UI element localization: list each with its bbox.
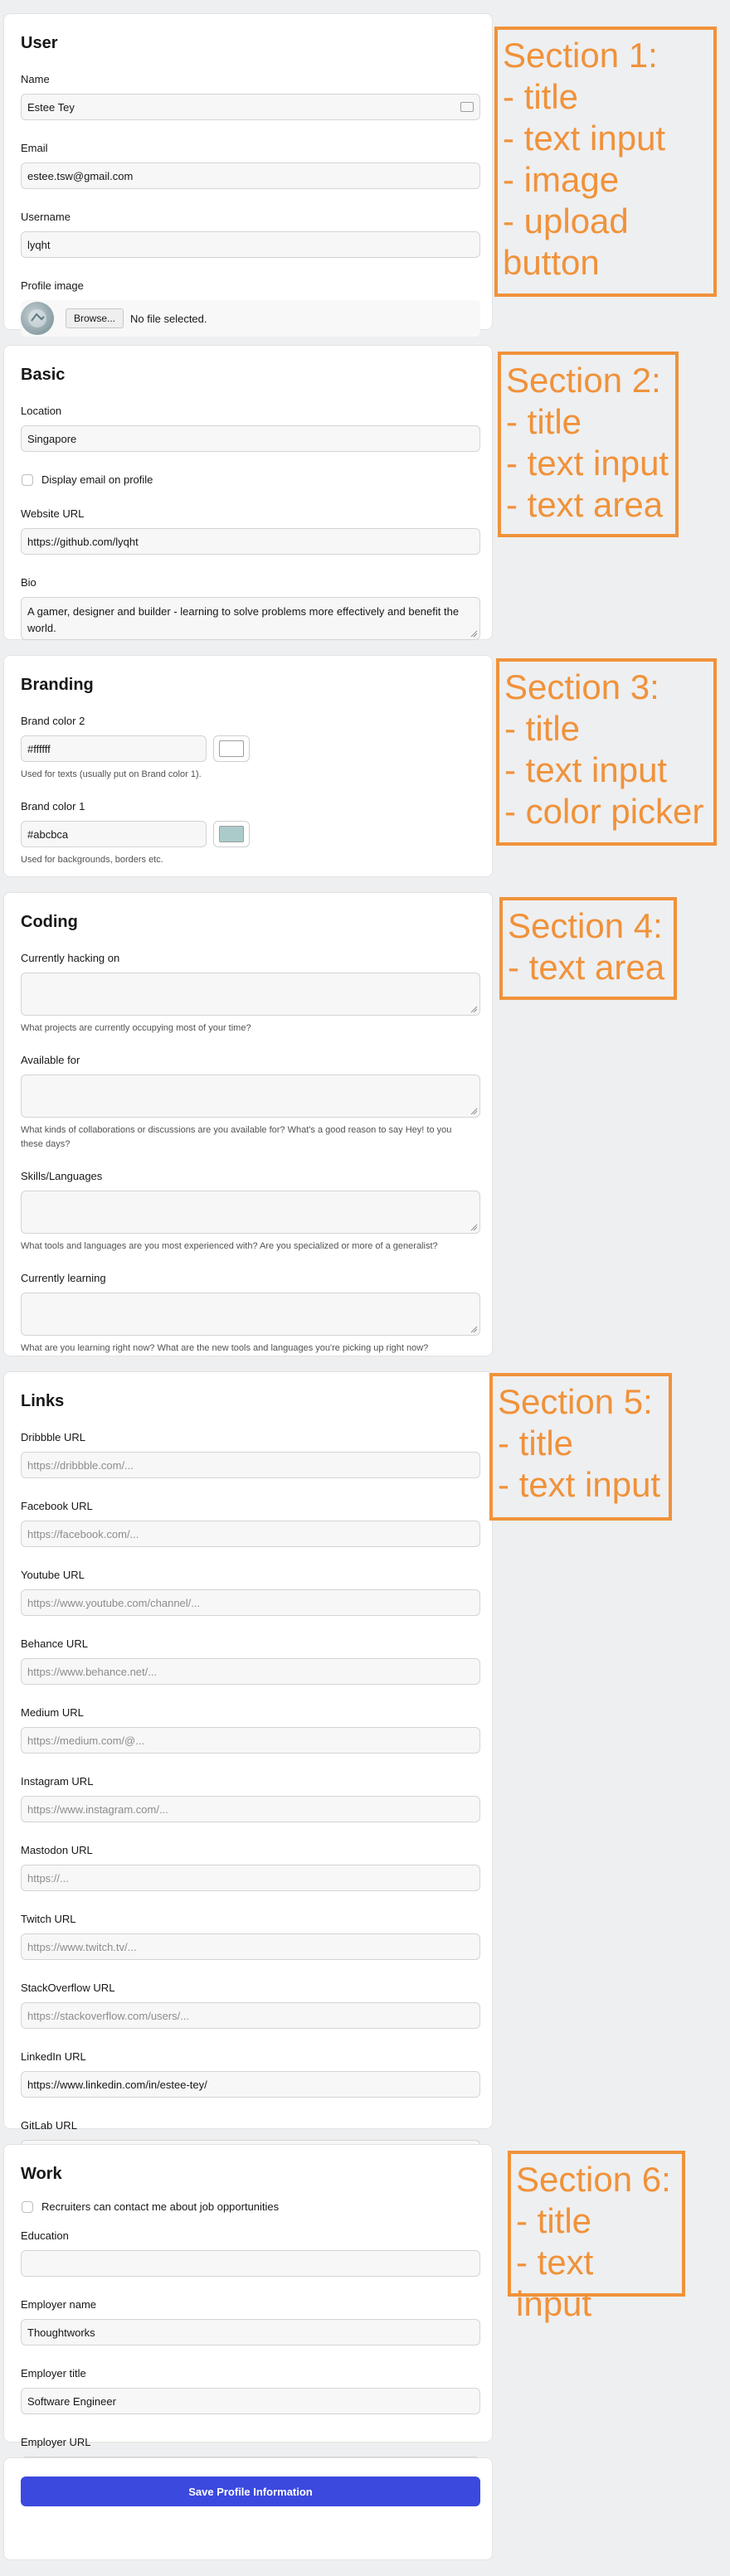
browse-button[interactable]: Browse... <box>66 308 124 328</box>
name-label: Name <box>21 73 50 85</box>
stackoverflow-url-input[interactable] <box>21 2002 480 2029</box>
annotation-section-2: Section 2: - title - text input - text area <box>498 352 679 537</box>
linkedin-url-value: https://www.linkedin.com/in/estee-tey/ <box>27 2078 207 2091</box>
avatar <box>21 302 54 335</box>
linkedin-url-label: LinkedIn URL <box>21 2050 86 2063</box>
coding-section-title: Coding <box>21 913 78 931</box>
education-field-group <box>21 2229 475 2277</box>
brand-color-2-input[interactable] <box>21 735 207 762</box>
behance-url-input[interactable] <box>21 1658 480 1685</box>
mastodon-url-field-group <box>21 1844 475 1891</box>
employer-title-value: Software Engineer <box>27 2394 116 2408</box>
stackoverflow-url-field-group <box>21 1982 475 2029</box>
brand-color-1-row <box>21 821 475 847</box>
mastodon-url-placeholder: https://... <box>27 1871 69 1885</box>
bio-field-group <box>21 576 475 640</box>
twitch-url-field-group <box>21 1913 475 1960</box>
facebook-url-label: Facebook URL <box>21 1500 93 1512</box>
location-field-group <box>21 405 475 452</box>
links-list <box>21 1431 475 2166</box>
brand-color-1-input[interactable] <box>21 821 207 847</box>
basic-card <box>3 345 493 640</box>
user-section-title: User <box>21 34 58 52</box>
brand-color-2-label: Brand color 2 <box>21 715 85 727</box>
brand-color-1-label: Brand color 1 <box>21 800 85 813</box>
save-card <box>3 2457 493 2560</box>
location-label: Location <box>21 405 62 417</box>
hacking-label: Currently hacking on <box>21 952 120 964</box>
annotation-section-6: Section 6: - title - text input <box>508 2151 685 2297</box>
recruiters-checkbox[interactable] <box>22 2201 33 2213</box>
employer-title-label: Employer title <box>21 2367 86 2380</box>
resize-handle-icon[interactable] <box>470 1223 478 1231</box>
annotation-section-4: Section 4: - text area <box>499 897 677 1000</box>
education-input[interactable] <box>21 2250 480 2277</box>
twitch-url-label: Twitch URL <box>21 1913 76 1925</box>
youtube-url-label: Youtube URL <box>21 1569 85 1581</box>
stackoverflow-url-placeholder: https://stackoverflow.com/users/... <box>27 2009 190 2022</box>
username-label: Username <box>21 211 71 223</box>
name-value: Estee Tey <box>27 100 75 114</box>
annotation-section-1: Section 1: - title - text input - image - upload button <box>494 27 717 297</box>
website-field-group <box>21 507 475 555</box>
brand-color-2-hint: Used for texts (usually put on Brand color 1). <box>21 769 202 779</box>
instagram-url-placeholder: https://www.instagram.com/... <box>27 1802 168 1816</box>
website-label: Website URL <box>21 507 85 520</box>
email-value: estee.tsw@gmail.com <box>27 169 134 182</box>
instagram-url-field-group <box>21 1775 475 1822</box>
resize-handle-icon[interactable] <box>470 1107 478 1115</box>
employer-name-label: Employer name <box>21 2298 97 2311</box>
twitch-url-placeholder: https://www.twitch.tv/... <box>27 1940 137 1953</box>
file-status-text: No file selected. <box>130 312 207 325</box>
employer-name-input[interactable] <box>21 2319 480 2346</box>
email-field-group <box>21 142 475 189</box>
employer-url-label: Employer URL <box>21 2436 91 2448</box>
brand-color-2-row <box>21 735 475 762</box>
branding-card <box>3 655 493 877</box>
hacking-textarea[interactable] <box>21 973 480 1016</box>
linkedin-url-field-group <box>21 2050 475 2098</box>
learning-textarea[interactable] <box>21 1293 480 1336</box>
dribbble-url-placeholder: https://dribbble.com/... <box>27 1458 134 1472</box>
avatar-image-icon <box>27 308 48 329</box>
username-input[interactable] <box>21 231 480 258</box>
medium-url-input[interactable] <box>21 1727 480 1754</box>
brand-color-1-picker[interactable] <box>213 821 250 847</box>
mastodon-url-label: Mastodon URL <box>21 1844 93 1856</box>
employer-name-field-group <box>21 2298 475 2346</box>
youtube-url-field-group <box>21 1569 475 1616</box>
available-textarea[interactable] <box>21 1075 480 1118</box>
username-value: lyqht <box>27 238 51 251</box>
stackoverflow-url-label: StackOverflow URL <box>21 1982 115 1994</box>
branding-section-title: Branding <box>21 676 94 694</box>
behance-url-label: Behance URL <box>21 1637 88 1650</box>
name-field-group <box>21 73 475 120</box>
work-card <box>3 2144 493 2448</box>
bio-value: A gamer, designer and builder - learning to solve problems more effectively and benefit the world. <box>27 605 460 634</box>
skills-hint: What tools and languages are you most experienced with? Are you specialized or more of a generalist? <box>21 1241 438 1251</box>
skills-textarea[interactable] <box>21 1191 480 1234</box>
youtube-url-placeholder: https://www.youtube.com/channel/... <box>27 1596 201 1609</box>
learning-field-group <box>21 1272 475 1356</box>
location-value: Singapore <box>27 432 77 445</box>
brand-color-2-value: #ffffff <box>27 742 51 755</box>
annotation-section-3: Section 3: - title - text input - color picker <box>496 658 717 846</box>
dribbble-url-field-group <box>21 1431 475 1478</box>
profile-image-field-group <box>21 279 475 337</box>
recruiters-label: Recruiters can contact me about job opportunities <box>41 2200 280 2213</box>
medium-url-field-group <box>21 1706 475 1754</box>
bio-label: Bio <box>21 576 36 589</box>
learning-label: Currently learning <box>21 1272 106 1284</box>
facebook-url-placeholder: https://facebook.com/... <box>27 1527 139 1540</box>
hacking-field-group <box>21 952 475 1036</box>
links-card <box>3 1371 493 2132</box>
gitlab-url-label: GitLab URL <box>21 2119 77 2132</box>
facebook-url-field-group <box>21 1500 475 1547</box>
resize-handle-icon[interactable] <box>470 629 478 638</box>
available-label: Available for <box>21 1054 80 1066</box>
instagram-url-label: Instagram URL <box>21 1775 94 1788</box>
links-section-title: Links <box>21 1392 65 1410</box>
brand-color-2-swatch <box>219 740 244 757</box>
skills-label: Skills/Languages <box>21 1170 103 1182</box>
mastodon-url-input[interactable] <box>21 1865 480 1891</box>
basic-section-title: Basic <box>21 366 66 384</box>
coding-card <box>3 892 493 1356</box>
website-input[interactable] <box>21 528 480 555</box>
hacking-hint: What projects are currently occupying most of your time? <box>21 1023 251 1033</box>
behance-url-field-group <box>21 1637 475 1685</box>
medium-url-label: Medium URL <box>21 1706 84 1719</box>
username-field-group <box>21 211 475 258</box>
brand-color-1-field-group <box>21 800 475 867</box>
profile-image-label: Profile image <box>21 279 84 292</box>
brand-color-1-hint: Used for backgrounds, borders etc. <box>21 855 163 865</box>
brand-color-2-picker[interactable] <box>213 735 250 762</box>
linkedin-url-input[interactable] <box>21 2071 480 2098</box>
brand-color-1-swatch <box>219 826 244 842</box>
brand-color-2-field-group <box>21 715 475 782</box>
display-email-row <box>21 473 475 486</box>
employer-title-input[interactable] <box>21 2388 480 2414</box>
display-email-checkbox[interactable] <box>22 474 33 486</box>
dribbble-url-label: Dribbble URL <box>21 1431 86 1443</box>
education-label: Education <box>21 2229 69 2242</box>
facebook-url-input[interactable] <box>21 1521 480 1547</box>
display-email-label: Display email on profile <box>41 473 153 486</box>
resize-handle-icon[interactable] <box>470 1005 478 1013</box>
dribbble-url-input[interactable] <box>21 1452 480 1478</box>
annotation-section-5: Section 5: - title - text input <box>489 1373 672 1521</box>
save-profile-button[interactable]: Save Profile Information <box>21 2477 480 2506</box>
location-input[interactable] <box>21 425 480 452</box>
email-input[interactable] <box>21 163 480 189</box>
available-hint: What kinds of collaborations or discussions are you available for? What's a good reason to say Hey! to you these days? <box>21 1125 452 1149</box>
employer-name-value: Thoughtworks <box>27 2326 95 2339</box>
youtube-url-input[interactable] <box>21 1589 480 1616</box>
email-label: Email <box>21 142 48 154</box>
profile-image-upload <box>21 300 480 337</box>
available-field-group <box>21 1054 475 1152</box>
work-section-title: Work <box>21 2165 62 2183</box>
resize-handle-icon[interactable] <box>470 1325 478 1333</box>
contact-card-icon[interactable] <box>460 102 474 112</box>
medium-url-placeholder: https://medium.com/@... <box>27 1734 145 1747</box>
learning-hint: What are you learning right now? What are the new tools and languages you're picking up right now? <box>21 1343 429 1353</box>
twitch-url-input[interactable] <box>21 1933 480 1960</box>
website-value: https://github.com/lyqht <box>27 535 139 548</box>
skills-field-group <box>21 1170 475 1254</box>
behance-url-placeholder: https://www.behance.net/... <box>27 1665 158 1678</box>
name-input[interactable] <box>21 94 480 120</box>
user-card <box>3 13 493 330</box>
recruiters-row <box>21 2200 475 2213</box>
instagram-url-input[interactable] <box>21 1796 480 1822</box>
bio-textarea[interactable] <box>21 597 480 640</box>
brand-color-1-value: #abcbca <box>27 827 69 841</box>
employer-title-field-group <box>21 2367 475 2414</box>
